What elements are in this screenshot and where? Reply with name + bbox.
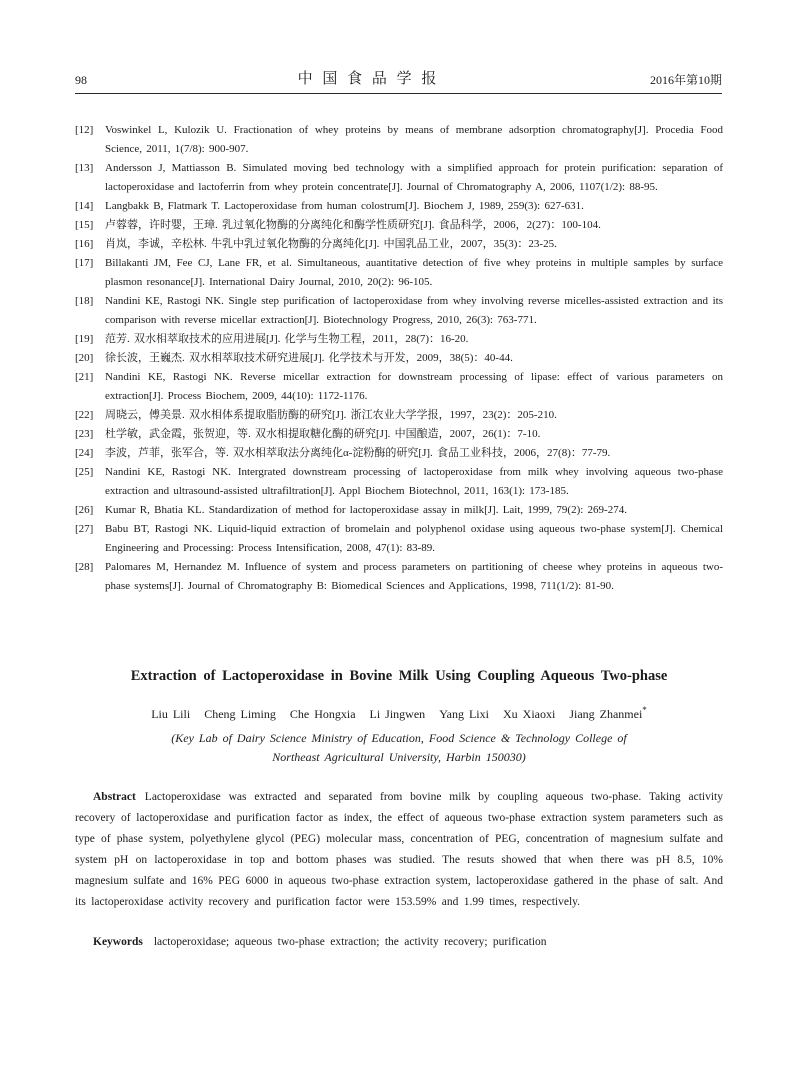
author-name: [503, 705, 555, 722]
reference-item: [75, 197, 723, 216]
reference-text: Voswinkel L, Kulozik U. Fractionation of whey proteins by means of membrane adsorption chromatography[J]. Procedia Food Science, 2011, 1(7/8): 900-907.: [105, 124, 723, 155]
reference-text: Palomares M, Hernandez M. Influence of system and process parameters on partitioning of cheese whey proteins in aqueous two-phase systems[J]. Journal of Chromatography B: Biomedical Sciences and Applications, 1998, 711(1/2): 81-90.: [105, 561, 723, 592]
reference-number: [12]: [75, 124, 94, 136]
page-header: [75, 62, 722, 94]
reference-number: [15]: [75, 219, 94, 231]
reference-item: [75, 444, 723, 463]
author-name-text: Liu Lili: [151, 707, 191, 721]
abstract-paragraph: [75, 787, 723, 913]
reference-item: [75, 235, 723, 254]
reference-item: [75, 406, 723, 425]
reference-item: [75, 292, 723, 330]
abstract-label: Abstract: [93, 791, 136, 803]
author-name-text: Li Jingwen: [369, 707, 426, 721]
author-name-text: Che Hongxia: [289, 707, 356, 721]
affiliation-line-1: (Key Lab of Dairy Science Ministry of Education, Food Science & Technology College of: [171, 731, 627, 745]
author-name-text: Jiang Zhanmei: [569, 707, 643, 721]
reference-item: [75, 368, 723, 406]
reference-number: [25]: [75, 466, 94, 478]
reference-text: Babu BT, Rastogi NK. Liquid-liquid extraction of bromelain and polyphenol oxidase using aqueous two-phase system[J]. Chemical Engineering and Processing: Process Intensification, 2008, 47(1): 83-89.: [105, 523, 723, 554]
reference-text: 徐长波，王巍杰. 双水相萃取技术研究进展[J]. 化学技术与开发，2009，38(5)：40-44.: [105, 352, 513, 364]
reference-item: [75, 463, 723, 501]
article-title: Extraction of Lactoperoxidase in Bovine Milk Using Coupling Aqueous Two-phase: [130, 668, 668, 684]
reference-text: Andersson J, Mattiasson B. Simulated moving bed technology with a simplified approach for protein purification: separation of lactoperoxidase and lactoferrin from whey protein concentrate[J]. Journal of Chromatography A, 2006, 1107(1/2): 88-95.: [105, 162, 723, 193]
authors-line: [75, 705, 723, 722]
reference-number: [13]: [75, 162, 94, 174]
reference-text: Billakanti JM, Fee CJ, Lane FR, et al. Simultaneous, auantitative detection of five whey proteins in multiple samples by surface plasmon resonance[J]. International Dairy Journal, 2010, 20(2): 96-105.: [105, 257, 723, 288]
reference-number: [26]: [75, 504, 94, 516]
affiliation-line-2: Northeast Agricultural University, Harbin 150030): [272, 750, 526, 764]
author-name: [370, 705, 426, 722]
keywords-label: Keywords: [93, 936, 143, 948]
author-name: [151, 705, 190, 722]
reference-number: [28]: [75, 561, 94, 573]
reference-text: Nandini KE, Rastogi NK. Reverse micellar extraction for downstream processing of lipase: effect of various parameters on extraction[J]. Process Biochem, 2009, 44(10): 1172-1176.: [105, 371, 723, 402]
reference-number: [20]: [75, 352, 94, 364]
author-name-text: Yang Lixi: [439, 707, 489, 721]
author-name-text: Cheng Liming: [204, 707, 276, 721]
author-name: [290, 705, 356, 722]
author-name-text: Xu Xiaoxi: [502, 707, 556, 721]
keywords-line: [75, 932, 723, 953]
reference-text: 肖岚，李诚，辛松林. 牛乳中乳过氧化物酶的分离纯化[J]. 中国乳品工业，2007，35(3)：23-25.: [105, 238, 557, 250]
reference-text: Nandini KE, Rastogi NK. Intergrated downstream processing of lactoperoxidase from milk whey involving aqueous two-phase extraction and ultrasound-assisted ultrafiltration[J]. Appl Biochem Biotechnol, 2011, 163(1): 173-185.: [105, 466, 723, 497]
reference-number: [24]: [75, 447, 94, 459]
reference-number: [22]: [75, 409, 94, 421]
reference-number: [21]: [75, 371, 94, 383]
issue-label: 2016年第10期: [649, 73, 722, 87]
reference-number: [16]: [75, 238, 94, 250]
reference-text: 李波，芦菲，张军合，等. 双水相萃取法分离纯化α-淀粉酶的研究[J]. 食品工业科技，2006，27(8)：77-79.: [105, 447, 611, 459]
corresponding-author-mark: *: [642, 705, 647, 715]
reference-item: [75, 159, 723, 197]
reference-item: [75, 558, 723, 596]
reference-item: [75, 216, 723, 235]
author-name: [569, 705, 646, 722]
reference-text: 周晓云，傅美景. 双水相体系提取脂肪酶的研究[J]. 浙江农业大学学报，1997，23(2)：205-210.: [105, 409, 557, 421]
reference-text: 杜学敏，武金霞，张贺迎，等. 双水相提取糖化酶的研究[J]. 中国酿造，2007，26(1)：7-10.: [105, 428, 541, 440]
reference-number: [17]: [75, 257, 94, 269]
keywords-text: lactoperoxidase; aqueous two-phase extraction; the activity recovery; purification: [153, 936, 547, 948]
reference-text: Kumar R, Bhatia KL. Standardization of method for lactoperoxidase assay in milk[J]. Lait, 1999, 79(2): 269-274.: [105, 504, 627, 516]
author-name: [439, 705, 489, 722]
reference-item: [75, 254, 723, 292]
reference-text: 卢蓉蓉，许时婴，王璋. 乳过氧化物酶的分离纯化和酶学性质研究[J]. 食品科学，2006，2(27)：100-104.: [105, 219, 601, 231]
abstract-text: Lactoperoxidase was extracted and separated from bovine milk by coupling aqueous two-phase. Taking activity recovery of lactoperoxidase and purification factor as index, the effect of aqueous two-phase extraction system parameters such as type of phase system, polyethylene glycol (PEG) molecular mass, concentration of PEG, concentration of magnesium sulfate and system pH on lactoperoxidase in top and bottom phases was studied. The resuts showed that when there was pH 8.5, 10% magnesium sulfate and 16% PEG 6000 in aqueous two-phase extraction system, lactoperoxidase gathered in the phase of salt. And its lactoperoxidase activity recovery and purification factor were 153.59% and 1.99 times, respectively.: [75, 791, 723, 908]
reference-item: [75, 330, 723, 349]
reference-number: [14]: [75, 200, 94, 212]
reference-item: [75, 520, 723, 558]
author-name: [204, 705, 276, 722]
reference-text: Nandini KE, Rastogi NK. Single step purification of lactoperoxidase from whey involving reverse micelles-assisted extraction and its comparison with reverse micellar extraction[J]. Biotechnology Progress, 2010, 26(3): 763-771.: [105, 295, 723, 326]
reference-item: [75, 501, 723, 520]
reference-text: 范芳. 双水相萃取技术的应用进展[J]. 化学与生物工程，2011，28(7)：16-20.: [105, 333, 469, 345]
reference-item: [75, 121, 723, 159]
reference-number: [27]: [75, 523, 94, 535]
reference-item: [75, 349, 723, 368]
page-number: 98: [75, 73, 87, 87]
reference-number: [19]: [75, 333, 94, 345]
reference-number: [23]: [75, 428, 94, 440]
reference-number: [18]: [75, 295, 94, 307]
reference-text: Langbakk B, Flatmark T. Lactoperoxidase from human colostrum[J]. Biochem J, 1989, 259(3): 627-631.: [105, 200, 584, 212]
journal-title: 中 国 食 品 学 报: [297, 71, 440, 87]
references-list: [75, 121, 723, 596]
reference-item: [75, 425, 723, 444]
